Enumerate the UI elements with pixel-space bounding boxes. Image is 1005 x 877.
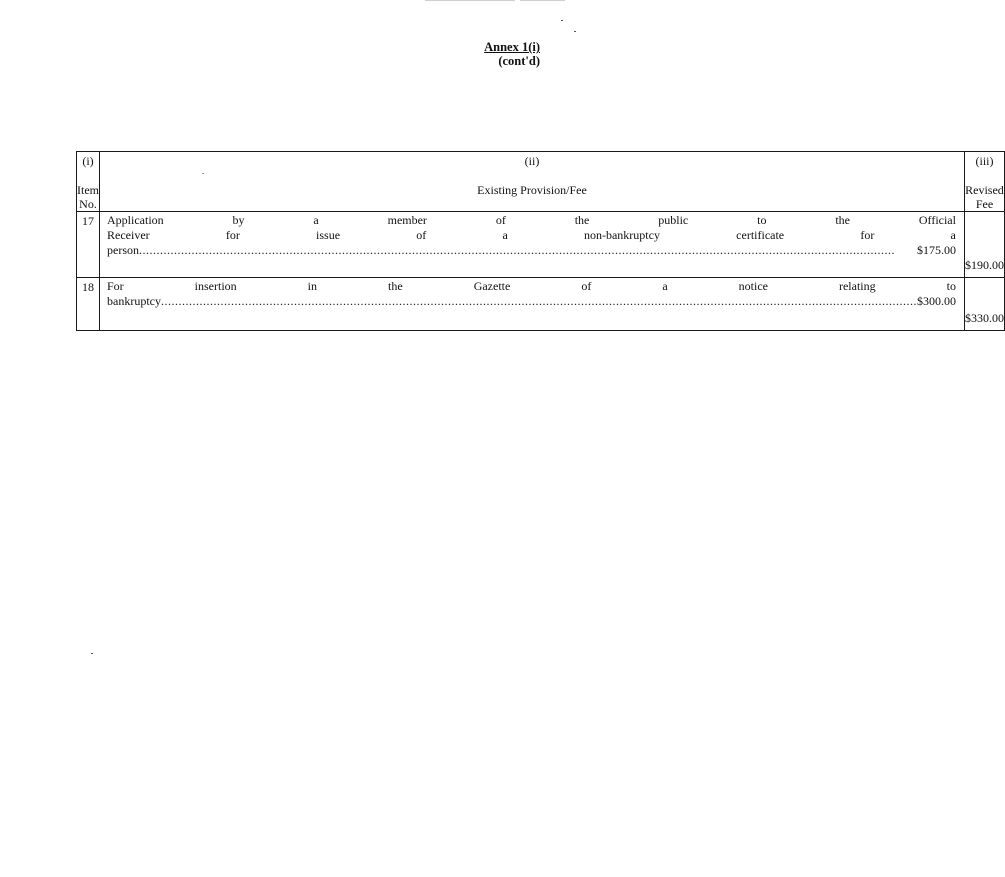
provision-word: insertion [194,279,237,293]
provision-fee-line [107,243,956,258]
provision-word: Official [918,213,956,227]
annex-title: Annex 1(i) [484,40,540,54]
column-header-provision [100,152,965,212]
provision-word: in [307,279,318,293]
provision-word: of [581,279,592,293]
provision-word: a [950,228,956,242]
fee-table [76,151,1005,331]
provision-last-word: person [107,243,139,257]
provision-word: issue [316,228,341,242]
existing-fee: $175.00 [916,243,956,257]
item-number: 18 [77,278,100,331]
provision-line [107,213,956,228]
provision-word: the [835,213,850,227]
provision-word: public [658,213,689,227]
provision-word: Gazette [473,279,511,293]
provision-word: relating [838,279,876,293]
column-label: Revised Fee [965,183,1004,211]
provision-last-word: bankruptcy [107,294,161,308]
provision-word: non-bankruptcy [583,228,660,242]
provision-word: a [662,279,668,293]
column-number: (ii) [524,154,540,168]
scan-edge-line [425,0,515,1]
column-label: Item No. [77,183,99,211]
provision-word: to [946,279,956,293]
provision-word: a [313,213,319,227]
provision-fee-line [107,294,956,309]
provision-word: Application [107,213,164,227]
annex-subtitle: (cont'd) [498,54,540,68]
column-number: (iii) [975,154,994,168]
provision-word: member [387,213,427,227]
dot-leader [139,243,917,258]
column-label: Existing Provision/Fee [477,183,587,197]
table-header-row [77,152,1005,212]
table-row [77,212,1005,278]
provision-text [100,278,965,331]
provision-word: of [495,213,506,227]
provision-word: by [232,213,245,227]
provision-word: the [574,213,590,227]
provision-word: to [757,213,767,227]
annex-heading [484,40,540,68]
provision-word: For [107,279,124,293]
provision-text [100,212,965,278]
scan-speck [574,31,576,32]
scan-speck [561,20,563,21]
column-number: (i) [82,154,94,168]
provision-word: a [502,228,508,242]
item-number: 17 [77,212,100,278]
provision-word: Receiver [107,228,150,242]
provision-word: of [416,228,427,242]
provision-line [107,279,956,294]
dot-leader [161,294,917,309]
column-header-item-no [77,152,100,212]
revised-fee: $330.00 [964,278,1004,331]
scan-edge-line [520,0,565,1]
provision-word: for [860,228,875,242]
scan-speck [91,653,93,654]
provision-line [107,228,956,243]
provision-word: the [388,279,403,293]
revised-fee: $190.00 [964,212,1004,278]
table-row [77,278,1005,331]
existing-fee: $300.00 [916,294,956,308]
provision-word: for [225,228,240,242]
provision-word: notice [738,279,768,293]
column-header-revised-fee [964,152,1004,212]
provision-word: certificate [736,228,785,242]
